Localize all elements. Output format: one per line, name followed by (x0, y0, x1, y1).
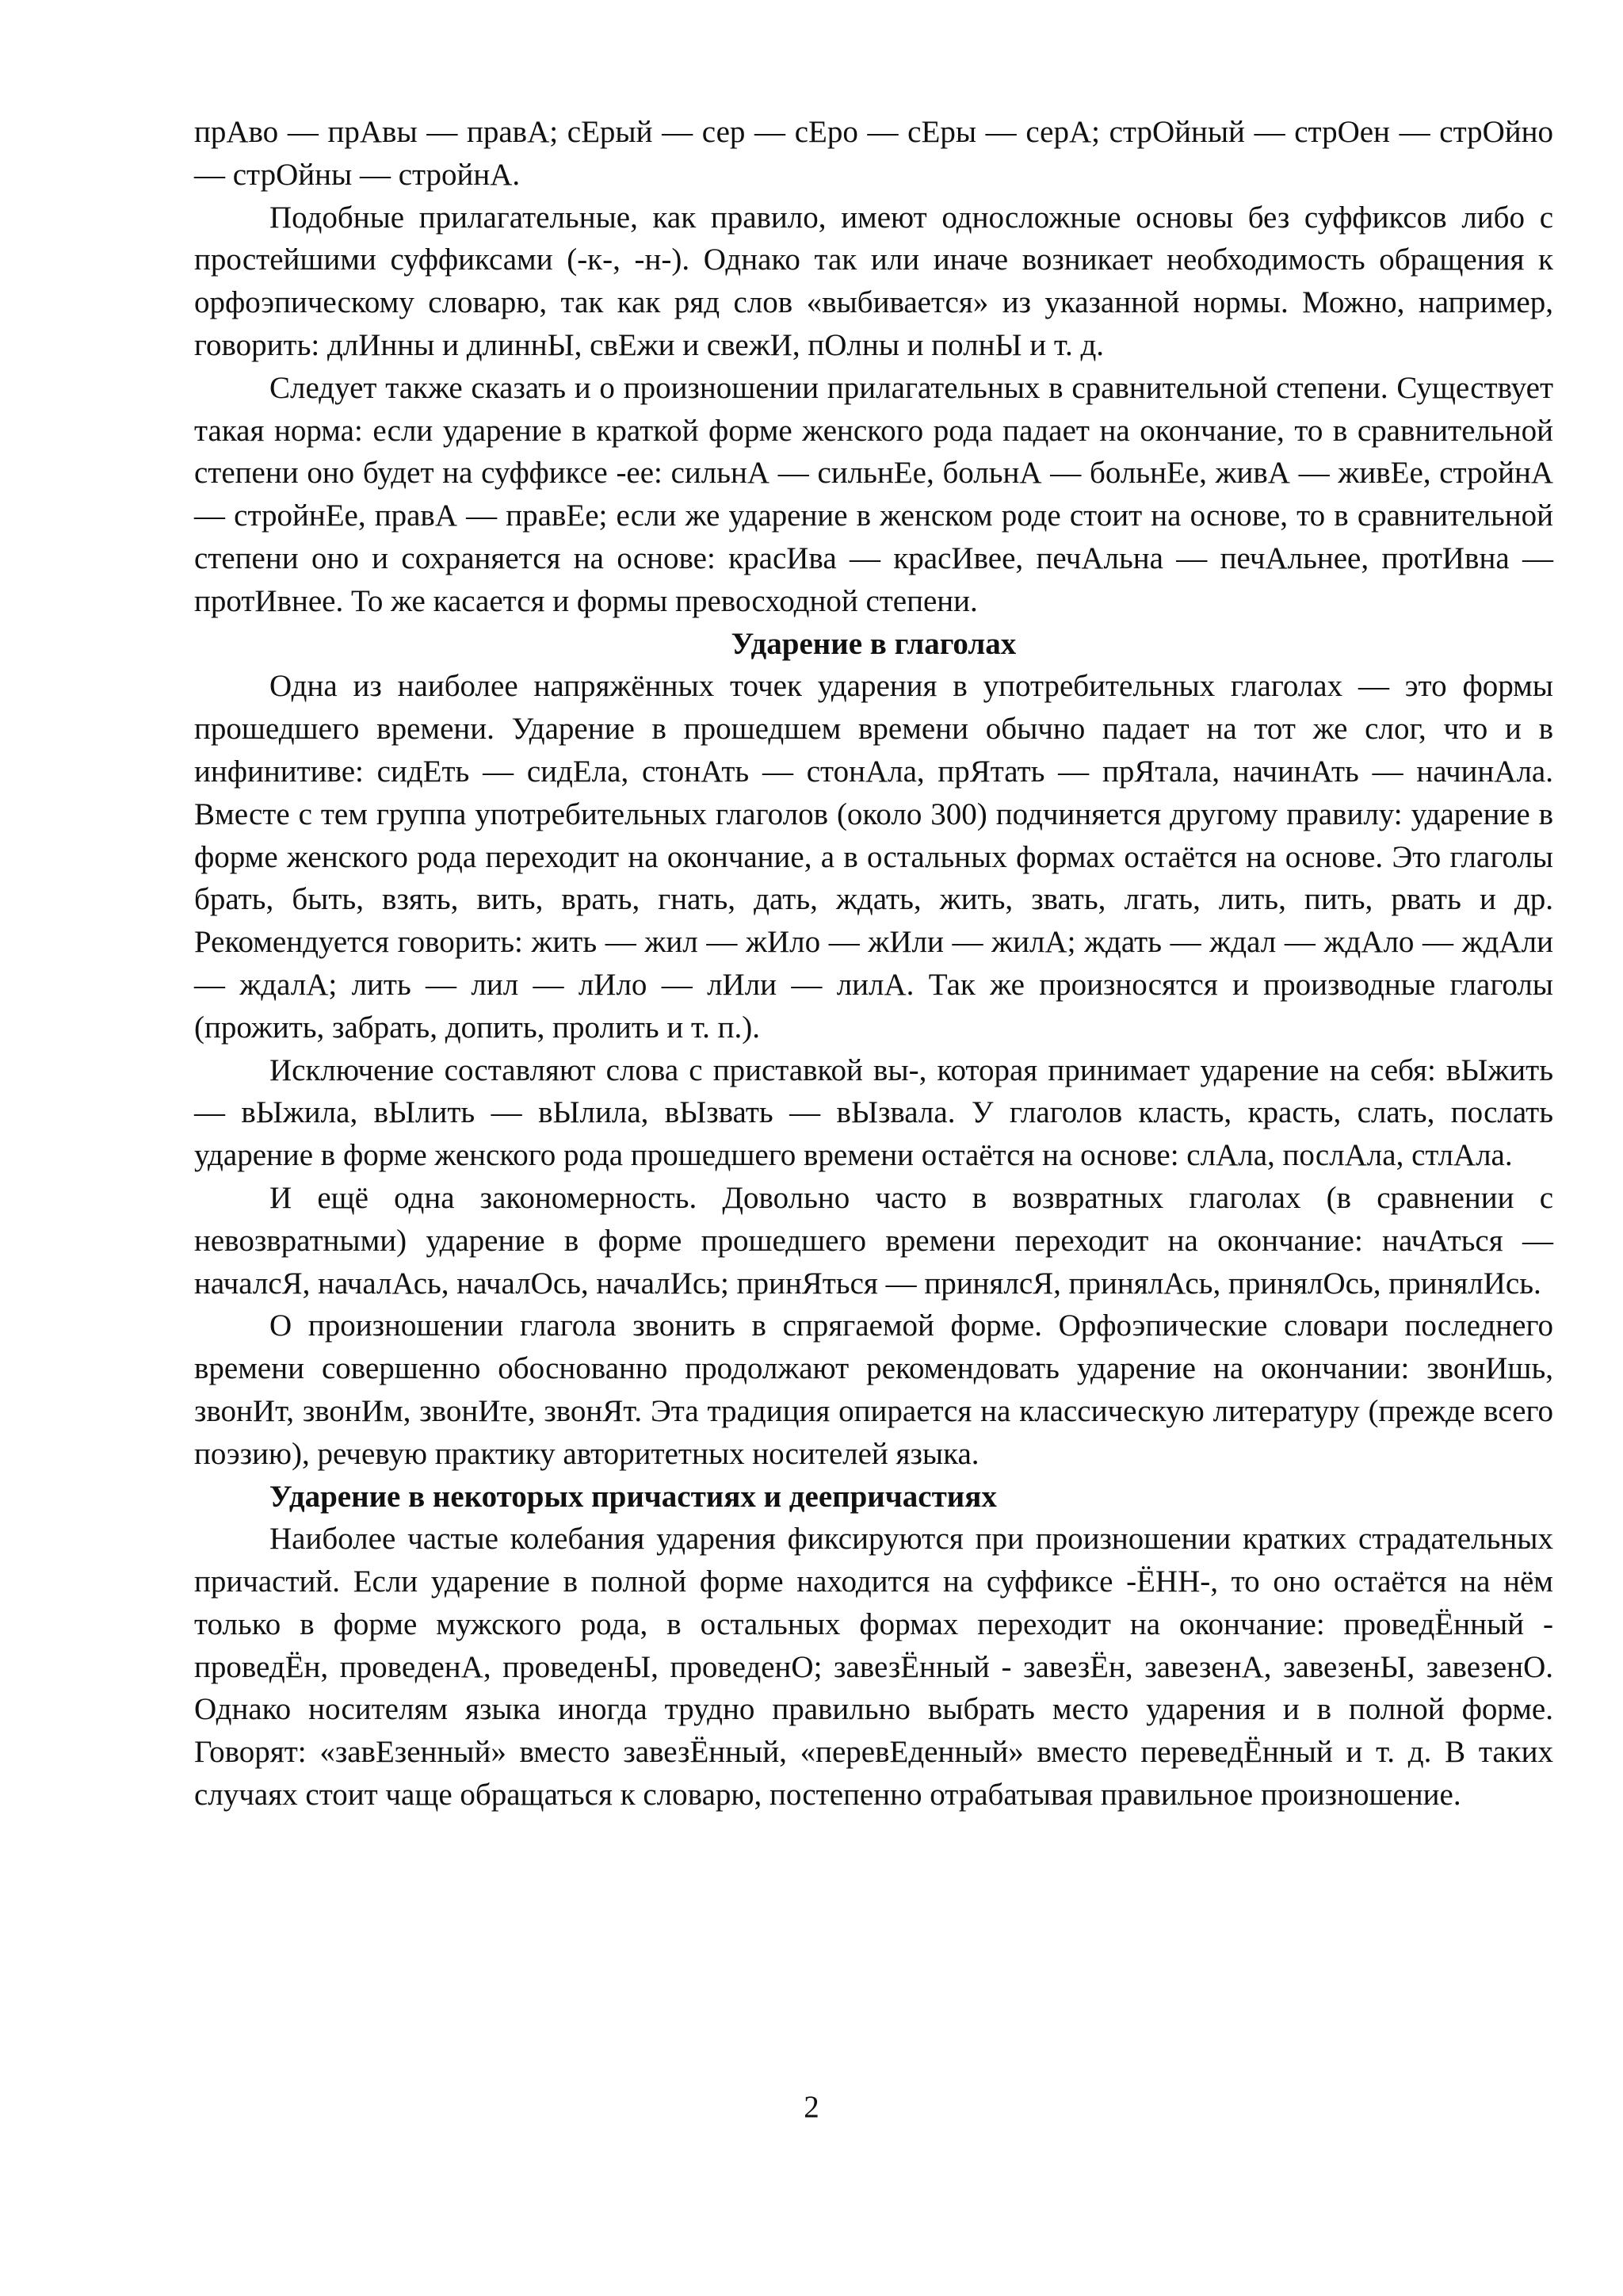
paragraph-verb-zvonit: О произношении глагола звонить в спрягаемой форме. Орфоэпические словари последнего времени совершенно обоснованно продолжают рекомендовать ударение на окончании: звонИшь, звонИт, звонИм, звонИте, звонЯт. Эта традиция опирается на классическую литературу (прежде всего поэзию), речевую практику авторитетных носителей языка. (194, 1308, 1553, 1471)
section-heading-verbs: Ударение в глаголах (731, 626, 1017, 661)
paragraph-prefix-exception: Исключение составляют слова с приставкой вы-, которая принимает ударение на себя: вЫжить — вЫжила, вЫлить — вЫлила, вЫзвать — вЫзвала. У глаголов класть, красть, слать, послать ударение в форме женского рода прошедшего времени остаётся на основе: слАла, послАла, стлАла. (194, 1052, 1553, 1173)
paragraph-reflexive-verbs: И ещё одна закономерность. Довольно часто в возвратных глаголах (в сравнении с невозвратными) ударение в форме прошедшего времени переходит на окончание: начАться — началсЯ, началАсь, началОсь, началИсь; принЯться — принялсЯ, принялАсь, принялОсь, принялИсь. (194, 1180, 1553, 1301)
page-number: 2 (804, 2090, 819, 2124)
paragraph-short-participles: Наиболее частые колебания ударения фиксируются при произношении кратких страдательных причастий. Если ударение в полной форме находится на суффиксе -ЁНН-, то оно остаётся на нём только в форме мужского рода, в остальных формах переходит на окончание: проведЁнный - проведЁн, проведенА, проведенЫ, проведенО; завезЁнный - завезЁн, завезенА, завезенЫ, завезенО. Однако носителям языка иногда трудно правильно выбрать место ударения и в полной форме. Говорят: «завЕзенный» вместо завезЁнный, «перевЕденный» вместо переведЁнный и т. д. В таких случаях стоит чаще обращаться к словарю, постепенно отрабатывая правильное произношение. (194, 1522, 1553, 1813)
paragraph-comparative-degree: Следует также сказать и о произношении прилагательных в сравнительной степени. Существует такая норма: если ударение в краткой форме женского рода падает на окончание, то в сравнительной степени оно будет на суффиксе -ее: сильнА — сильнЕе, больнА — больнЕе, живА — живЕе, стройнА — стройнЕе, правА — правЕе; если же ударение в женском роде стоит на основе, то в сравнительной степени оно и сохраняется на основе: красИва — красИвее, печАльна — печАльнее, протИвна — протИвнее. То же касается и формы превосходной степени. (194, 370, 1553, 618)
section-heading-participles: Ударение в некоторых причастиях и деепричастиях (269, 1479, 997, 1514)
paragraph-past-tense: Одна из наиболее напряжённых точек ударения в употребительных глаголах — это формы прошедшего времени. Ударение в прошедшем времени обычно падает на тот же слог, что и в инфинитиве: сидЕть — сидЕла, стонАть — стонАла, прЯтать — прЯтала, начинАть — начинАла. Вместе с тем группа употребительных глаголов (около 300) подчиняется другому правилу: ударение в форме женского рода переходит на окончание, а в остальных формах остаётся на основе. Это глаголы брать, быть, взять, вить, врать, гнать, дать, ждать, жить, звать, лгать, лить, пить, рвать и др. Рекомендуется говорить: жить — жил — жИло — жИли — жилА; ждать — ждал — ждАло — ждАли — ждалА; лить — лил — лИло — лИли — лилА. Так же произносятся и производные глаголы (прожить, забрать, допить, пролить и т. п.). (194, 669, 1553, 1045)
document-page (194, 111, 1553, 1817)
paragraph-adjective-suffixes: Подобные прилагательные, как правило, имеют односложные основы без суффиксов либо с простейшими суффиксами (-к-, -н-). Однако так или иначе возникает необходимость обращения к орфоэпическому словарю, так как ряд слов «выбивается» из указанной нормы. Можно, например, говорить: длИнны и длиннЫ, свЕжи и свежИ, пОлны и полнЫ и т. д. (194, 200, 1553, 362)
paragraph-adjective-examples: прАво — прАвы — правА; сЕрый — сер — сЕро — сЕры — серА; стрОйный — стрОен — стрОйно — стрОйны — стройнА. (194, 115, 1553, 192)
